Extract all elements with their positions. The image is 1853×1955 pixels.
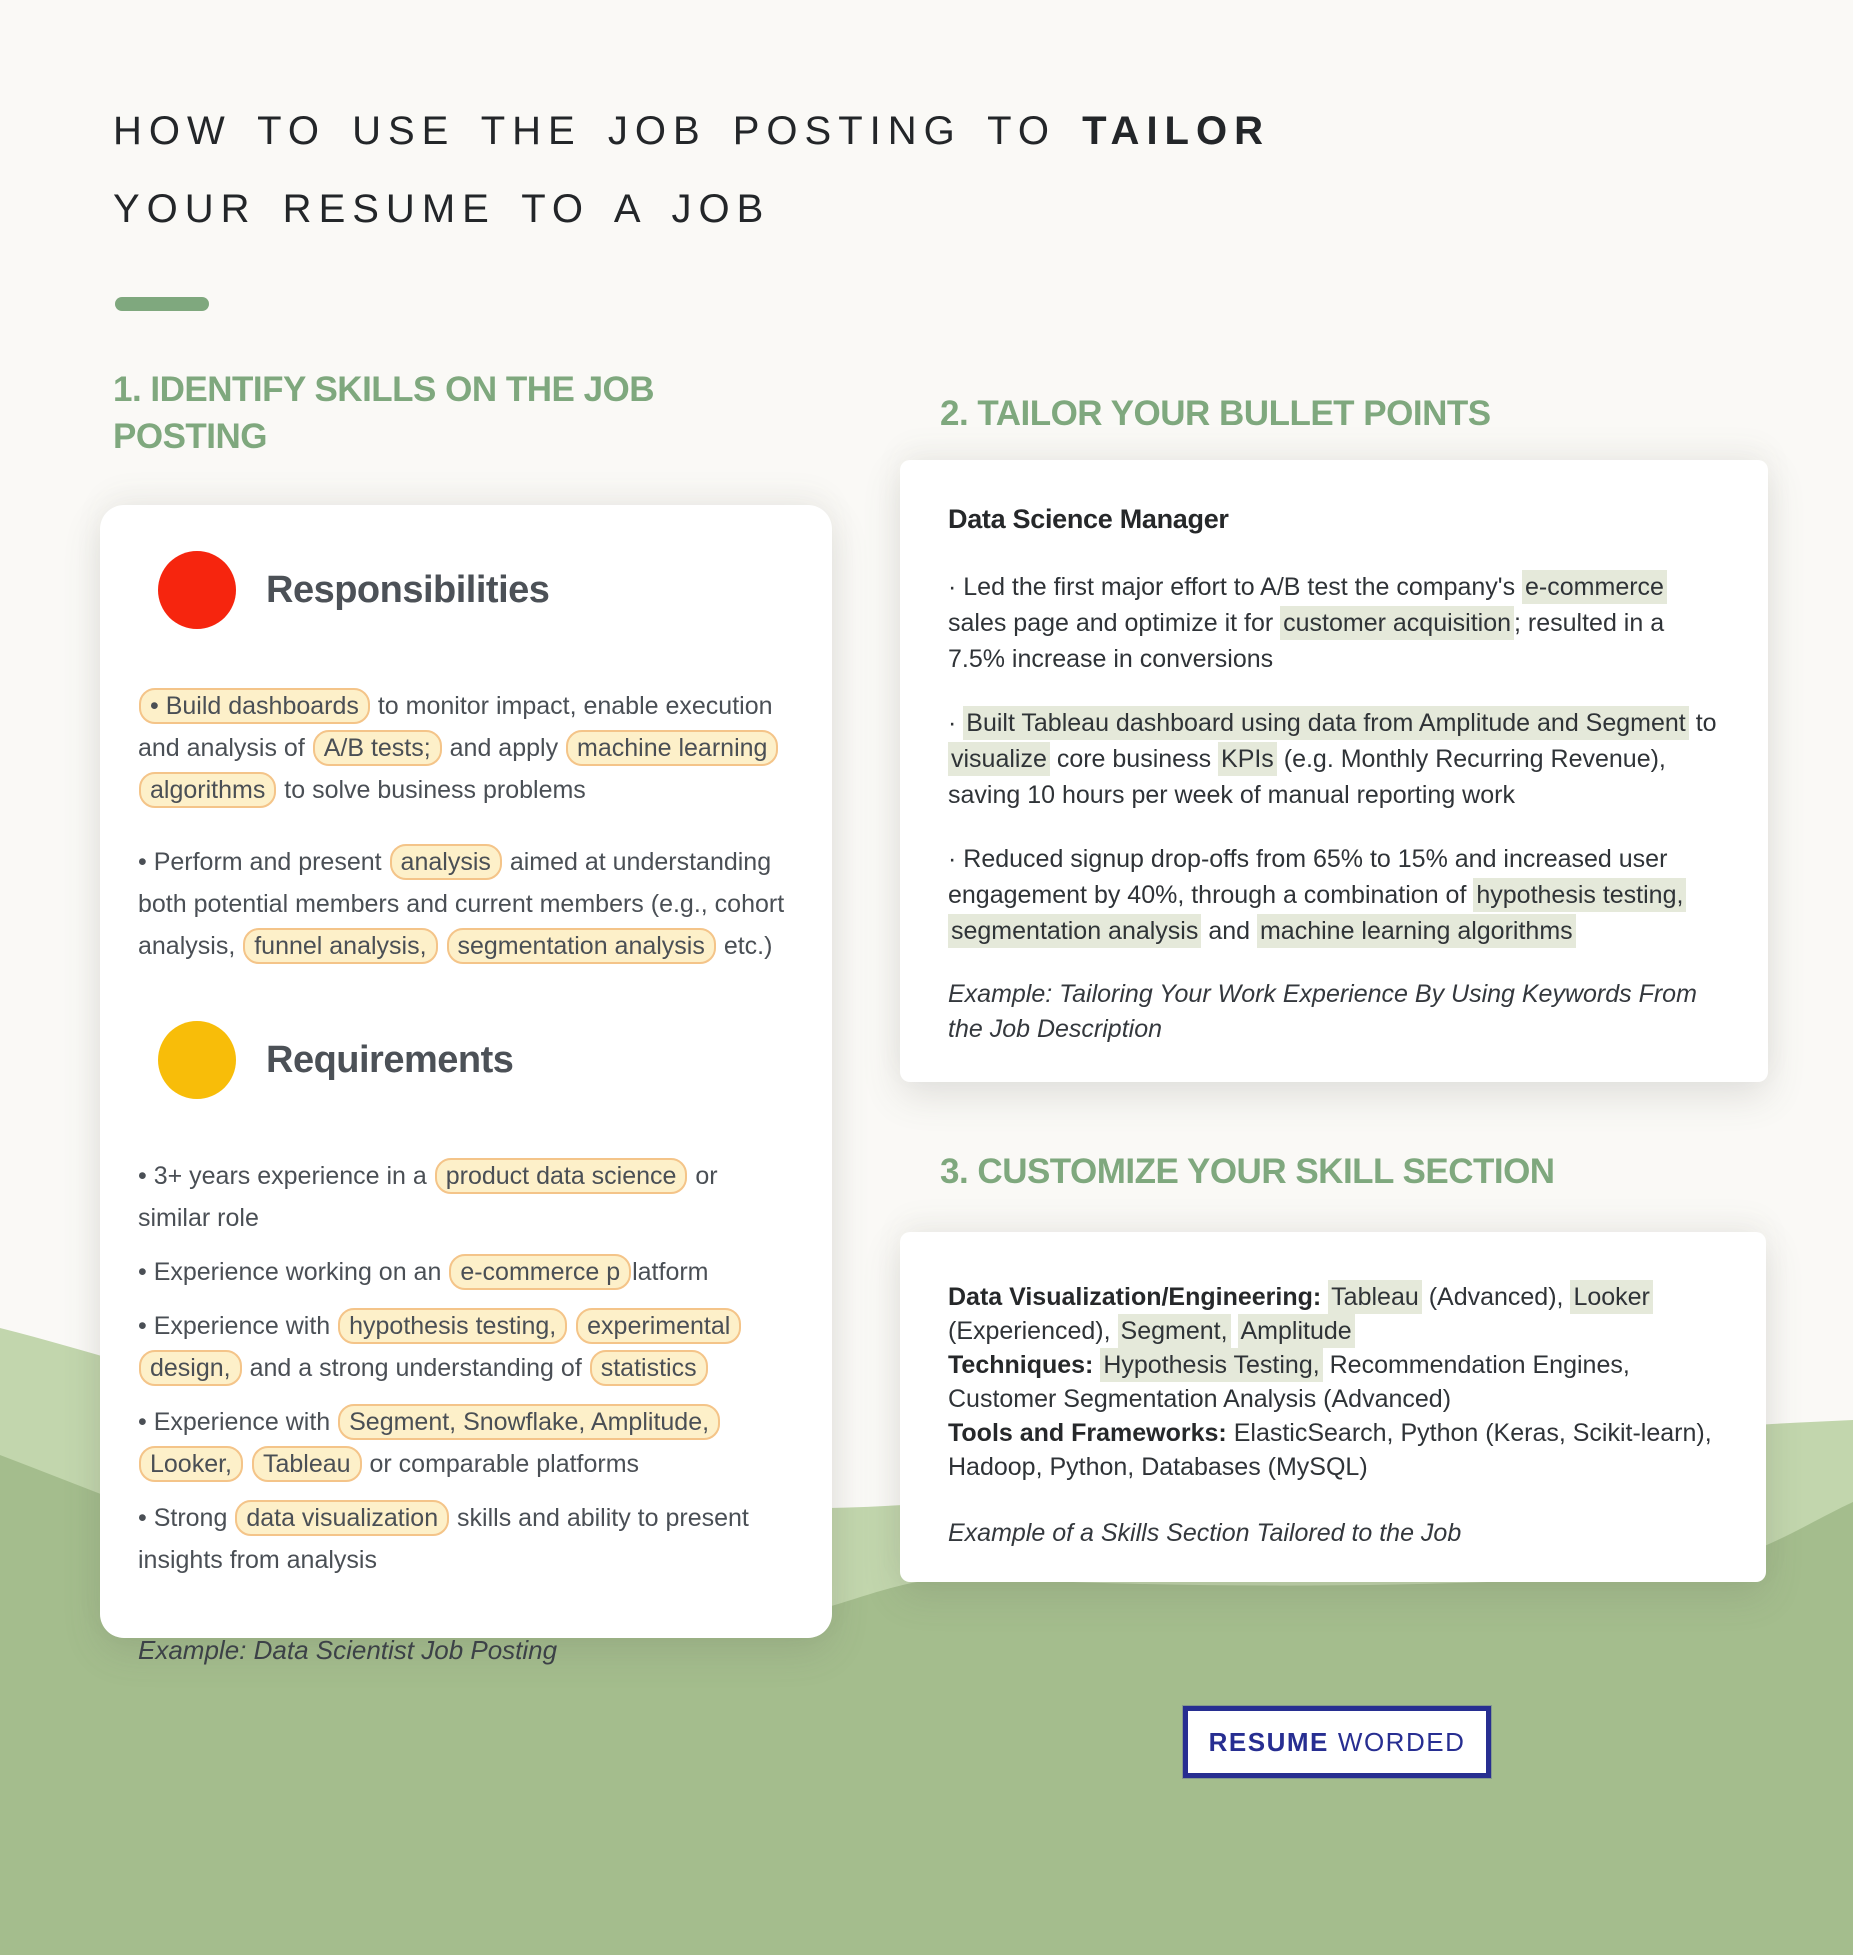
keyword-highlight: segmentation analysis <box>948 914 1201 948</box>
keyword-highlight: Amplitude <box>1238 1314 1355 1348</box>
text-segment: (Advanced), <box>1421 1283 1571 1311</box>
keyword-highlight: Looker <box>1570 1280 1652 1314</box>
text-segment: etc.) <box>716 932 773 960</box>
skill-line <box>948 1348 1718 1416</box>
keyword-pill: statistics <box>590 1350 708 1386</box>
requirement-bullet <box>138 1497 794 1581</box>
card1-example-caption: Example: Data Scientist Job Posting <box>138 1635 558 1665</box>
text-segment: ElasticSearch, Python (Keras, Scikit-learn), Hadoop, Python, Databases (MySQL) <box>948 1419 1712 1481</box>
keyword-pill: data visualization <box>235 1500 449 1536</box>
keyword-highlight: Hypothesis Testing, <box>1100 1348 1322 1382</box>
text-segment: (e.g. Monthly Recurring Revenue), saving 10 hours per week of manual reporting work <box>948 745 1666 809</box>
text-segment: and <box>1201 917 1257 945</box>
requirements-title: Requirements <box>266 1038 514 1081</box>
text-segment: sales page and optimize it for <box>948 609 1281 637</box>
keyword-highlight: Built Tableau dashboard using data from Amplitude and Segment <box>963 706 1688 740</box>
text-segment: • Experience with <box>138 1408 338 1436</box>
section-1-heading: 1. IDENTIFY SKILLS ON THE JOB POSTING <box>113 370 655 456</box>
title-line2: YOUR RESUME TO A JOB <box>113 187 771 231</box>
text-segment: to solve business problems <box>277 776 586 804</box>
text-segment <box>1231 1317 1238 1345</box>
text-segment <box>568 1312 575 1340</box>
text-segment: aimed at understanding both potential members and current members (e.g., cohort analysis, <box>138 848 785 960</box>
keyword-pill: segmentation analysis <box>447 928 716 964</box>
experience-bullet <box>948 569 1720 677</box>
section-2-heading: 2. TAILOR YOUR BULLET POINTS <box>940 394 1491 433</box>
experience-bullet <box>948 705 1720 813</box>
keyword-highlight: e-commerce <box>1522 570 1667 604</box>
text-segment: to <box>1688 709 1717 737</box>
text-segment: Techniques: <box>948 1351 1094 1379</box>
card2-example-caption: Example: Tailoring Your Work Experience By Using Keywords From the Job Description <box>948 980 1697 1043</box>
text-segment <box>244 1450 251 1478</box>
responsibilities-title: Responsibilities <box>266 568 550 611</box>
text-segment: core business <box>1049 745 1219 773</box>
text-segment: ; resulted in a 7.5% increase in conversions <box>948 609 1665 673</box>
text-segment: • Strong <box>138 1504 235 1532</box>
bullet-points-card <box>900 460 1768 1082</box>
job-posting-card <box>100 505 832 1665</box>
requirement-bullet <box>138 1155 794 1239</box>
text-segment: • 3+ years experience in a <box>138 1162 434 1190</box>
keyword-pill: e-commerce p <box>449 1254 631 1290</box>
keyword-pill: • Build dashboards <box>139 688 370 724</box>
keyword-pill: product data science <box>435 1158 688 1194</box>
text-segment: to monitor impact, enable execution and analysis of <box>138 692 773 762</box>
keyword-highlight: visualize <box>948 742 1050 776</box>
keyword-highlight: Segment, <box>1118 1314 1231 1348</box>
keyword-highlight: machine learning algorithms <box>1257 914 1576 948</box>
keyword-pill: hypothesis testing, <box>338 1308 567 1344</box>
skills-line-list <box>948 1280 1718 1484</box>
title-accent-dash <box>115 297 209 311</box>
keyword-pill: analysis <box>390 844 502 880</box>
text-segment: Recommendation Engines, Customer Segmentation Analysis (Advanced) <box>948 1351 1630 1413</box>
text-segment: • Experience with <box>138 1312 338 1340</box>
title-line1-bold: TAILOR <box>1082 109 1270 153</box>
keyword-highlight: KPIs <box>1218 742 1277 776</box>
red-dot-icon <box>158 551 236 629</box>
requirement-bullet <box>138 1251 794 1293</box>
keyword-pill: funnel analysis, <box>243 928 437 964</box>
yellow-dot-icon <box>158 1021 236 1099</box>
skills-section-card <box>900 1232 1766 1582</box>
text-segment: • Perform and present <box>138 848 389 876</box>
text-segment: latform <box>632 1258 709 1286</box>
job-title: Data Science Manager <box>948 504 1229 534</box>
skill-line <box>948 1280 1718 1348</box>
brand-name-regular: WORDED <box>1337 1726 1466 1757</box>
text-segment: skills and ability to present insights from analysis <box>138 1504 749 1574</box>
keyword-pill: experimental design, <box>139 1308 741 1386</box>
responsibility-bullet <box>138 841 794 967</box>
page-title <box>113 92 1313 248</box>
text-segment: Data Visualization/Engineering: <box>948 1283 1322 1311</box>
brand-name-bold: RESUME <box>1208 1726 1329 1757</box>
keyword-highlight: hypothesis testing, <box>1473 878 1686 912</box>
text-segment: • Experience working on an <box>138 1258 449 1286</box>
responsibilities-list <box>138 685 794 967</box>
experience-bullet <box>948 841 1720 949</box>
skill-line <box>948 1416 1718 1484</box>
responsibility-bullet <box>138 685 794 811</box>
card3-example-caption: Example of a Skills Section Tailored to the Job <box>948 1519 1462 1547</box>
section-3-heading: 3. CUSTOMIZE YOUR SKILL SECTION <box>940 1152 1555 1191</box>
keyword-pill: Tableau <box>252 1446 362 1482</box>
text-segment: · Reduced signup drop-offs from 65% to 15% and increased user engagement by 40%, through a combination of <box>948 845 1668 909</box>
text-segment: Tools and Frameworks: <box>948 1419 1227 1447</box>
text-segment: and a strong understanding of <box>242 1354 589 1382</box>
text-segment: · <box>948 709 964 737</box>
text-segment <box>439 932 446 960</box>
text-segment: · Led the first major effort to A/B test the company's <box>948 573 1523 601</box>
requirement-bullet <box>138 1305 794 1389</box>
keyword-highlight: customer acquisition <box>1280 606 1514 640</box>
text-segment: and apply <box>442 734 566 762</box>
text-segment: or comparable platforms <box>362 1450 640 1478</box>
requirements-header <box>158 1021 794 1099</box>
requirements-list <box>138 1155 794 1581</box>
experience-bullet-list <box>948 569 1720 949</box>
keyword-pill: Segment, Snowflake, Amplitude, Looker, <box>139 1404 720 1482</box>
text-segment: (Experienced), <box>948 1317 1118 1345</box>
keyword-pill: machine learning algorithms <box>139 730 778 808</box>
title-line1-regular: HOW TO USE THE JOB POSTING TO <box>113 109 1083 153</box>
text-segment: or similar role <box>138 1162 718 1232</box>
keyword-highlight: Tableau <box>1328 1280 1422 1314</box>
responsibilities-header <box>158 551 794 629</box>
resume-worded-logo <box>1183 1706 1491 1778</box>
keyword-pill: A/B tests; <box>313 730 442 766</box>
requirement-bullet <box>138 1401 794 1485</box>
